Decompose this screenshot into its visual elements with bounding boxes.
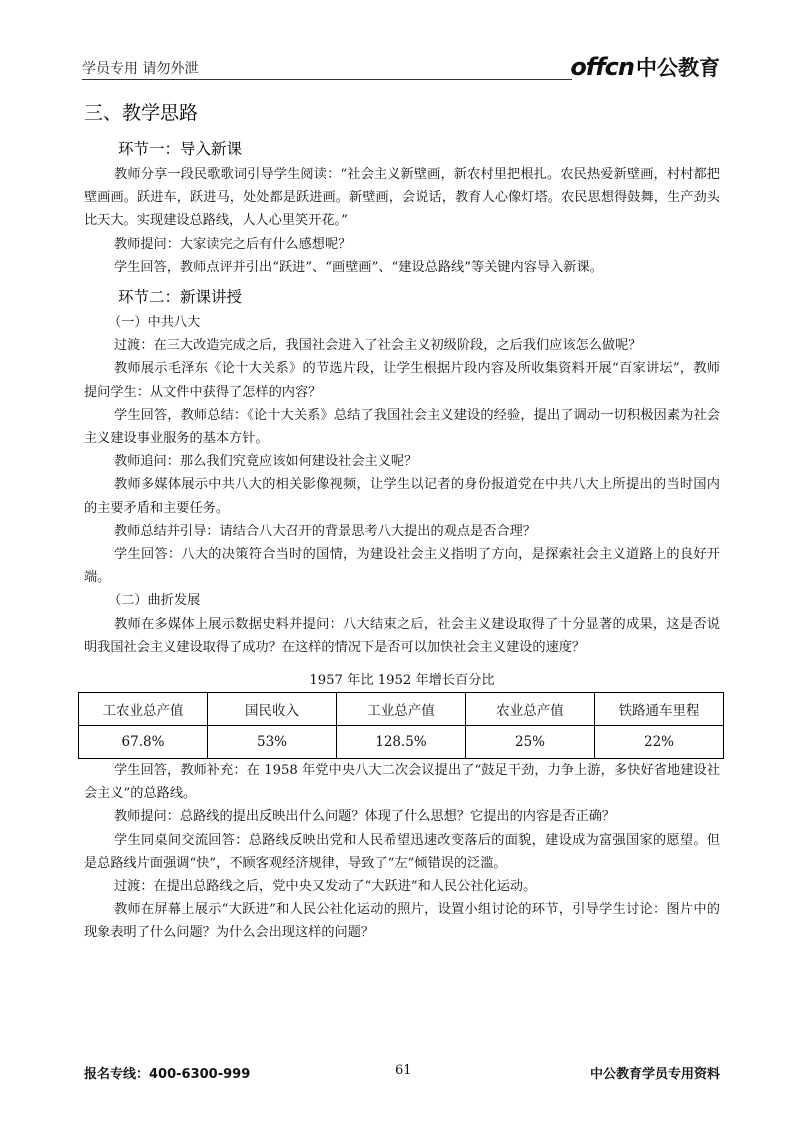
paragraph: 教师提问：大家读完之后有什么感想呢？ bbox=[114, 236, 352, 252]
logo-latin: offcn bbox=[570, 53, 634, 81]
table-cell: 128.5% bbox=[337, 726, 466, 759]
table-header-cell: 农业总产值 bbox=[466, 693, 595, 726]
header-notice: 学员专用 请勿外泄 bbox=[82, 61, 199, 77]
paragraph: 教师在屏幕上展示“大跃进”和人民公社化运动的照片，设置小组讨论的环节，引导学生讨论：图片中的现象表明了什么问题？为什么会出现这样的问题？ bbox=[84, 902, 720, 941]
table-header-cell: 工业总产值 bbox=[337, 693, 466, 726]
section-title: 三、教学思路 bbox=[84, 102, 199, 124]
paragraph: 学生回答：八大的决策符合当时的国情，为建设社会主义指明了方向，是探索社会主义道路上的良好开端。 bbox=[84, 547, 720, 586]
table-header-cell: 工农业总产值 bbox=[79, 693, 208, 726]
paragraph: 教师分享一段民歌歌词引导学生阅读：“社会主义新壁画，新农村里把根扎。农民热爱新壁画，村村都把壁画画。跃进车，跃进马，处处都是跃进画。新壁画，会说话，教育人心像灯塔。农民思想得鼓舞，生产劲头比天大。实现建设总路线，人人心里笑开花。” bbox=[84, 167, 720, 229]
table-header-row bbox=[79, 693, 724, 726]
table-cell: 25% bbox=[466, 726, 595, 759]
paragraph: 教师追问：那么我们究竟应该如何建设社会主义呢？ bbox=[114, 454, 418, 470]
stage1-heading: 环节一：导入新课 bbox=[118, 140, 243, 158]
paragraph: 过渡：在提出总路线之后，党中央又发动了“大跃进”和人民公社化运动。 bbox=[114, 879, 537, 895]
logo-cn: 中公教育 bbox=[636, 56, 720, 80]
table-header-cell: 国民收入 bbox=[208, 693, 337, 726]
header-rule bbox=[82, 79, 572, 80]
paragraph: 教师展示毛泽东《论十大关系》的节选片段，让学生根据片段内容及所收集资料开展“百家讲坛”，教师提问学生：从文件中获得了怎样的内容？ bbox=[84, 361, 720, 400]
paragraph: 教师多媒体展示中共八大的相关影像视频，让学生以记者的身份报道党在中共八大上所提出的当时国内的主要矛盾和主要任务。 bbox=[84, 477, 720, 516]
growth-table bbox=[78, 692, 724, 759]
table-cell: 53% bbox=[208, 726, 337, 759]
page-number: 61 bbox=[395, 1063, 412, 1078]
paragraph: 过渡：在三大改造完成之后，我国社会进入了社会主义初级阶段，之后我们应该怎么做呢？ bbox=[114, 338, 642, 354]
table-cell: 67.8% bbox=[79, 726, 208, 759]
table-row bbox=[79, 726, 724, 759]
paragraph: 学生回答，教师总结：《论十大关系》总结了我国社会主义建设的经验，提出了调动一切积极因素为社会主义建设事业服务的基本方针。 bbox=[84, 407, 720, 447]
page-content bbox=[84, 98, 720, 945]
paragraph: 教师总结并引导：请结合八大召开的背景思考八大提出的观点是否合理？ bbox=[114, 523, 536, 539]
stage2-heading: 环节二：新课讲授 bbox=[118, 288, 243, 307]
table-caption: 1957 年比 1952 年增长百分比 bbox=[309, 673, 495, 689]
paragraph: 学生回答，教师点评并引出“跃进”、“画壁画”、“建设总路线”等关键内容导入新课。 bbox=[114, 259, 603, 275]
paragraph: 学生同桌间交流回答：总路线反映出党和人民希望迅速改变落后的面貌，建设成为富强国家的愿望。但是总路线片面强调“快”，不顾客观经济规律，导致了“左”倾错误的泛滥。 bbox=[84, 832, 720, 871]
signup-hotline: 报名专线：400-6300-999 bbox=[84, 1067, 251, 1082]
offcn-logo bbox=[570, 52, 720, 82]
paragraph: 学生回答，教师补充：在 1958 年党中央八大二次会议提出了“鼓足干劲，力争上游，多快好省地建设社会主义”的总路线。 bbox=[84, 763, 720, 802]
subsection-heading: （二）曲折发展 bbox=[108, 593, 201, 609]
footer-brand-note: 中公教育学员专用资料 bbox=[589, 1067, 720, 1082]
table-header-cell: 铁路通车里程 bbox=[595, 693, 724, 726]
page-header bbox=[82, 44, 720, 80]
table-cell: 22% bbox=[595, 726, 724, 759]
paragraph: 教师在多媒体上展示数据史料并提问：八大结束之后，社会主义建设取得了十分显著的成果，这是否说明我国社会主义建设取得了成功？在这样的情况下是否可以加快社会主义建设的速度？ bbox=[84, 616, 720, 655]
paragraph: 教师提问：总路线的提出反映出什么问题？体现了什么思想？它提出的内容是否正确？ bbox=[114, 809, 616, 825]
subsection-heading: （一）中共八大 bbox=[108, 315, 201, 331]
